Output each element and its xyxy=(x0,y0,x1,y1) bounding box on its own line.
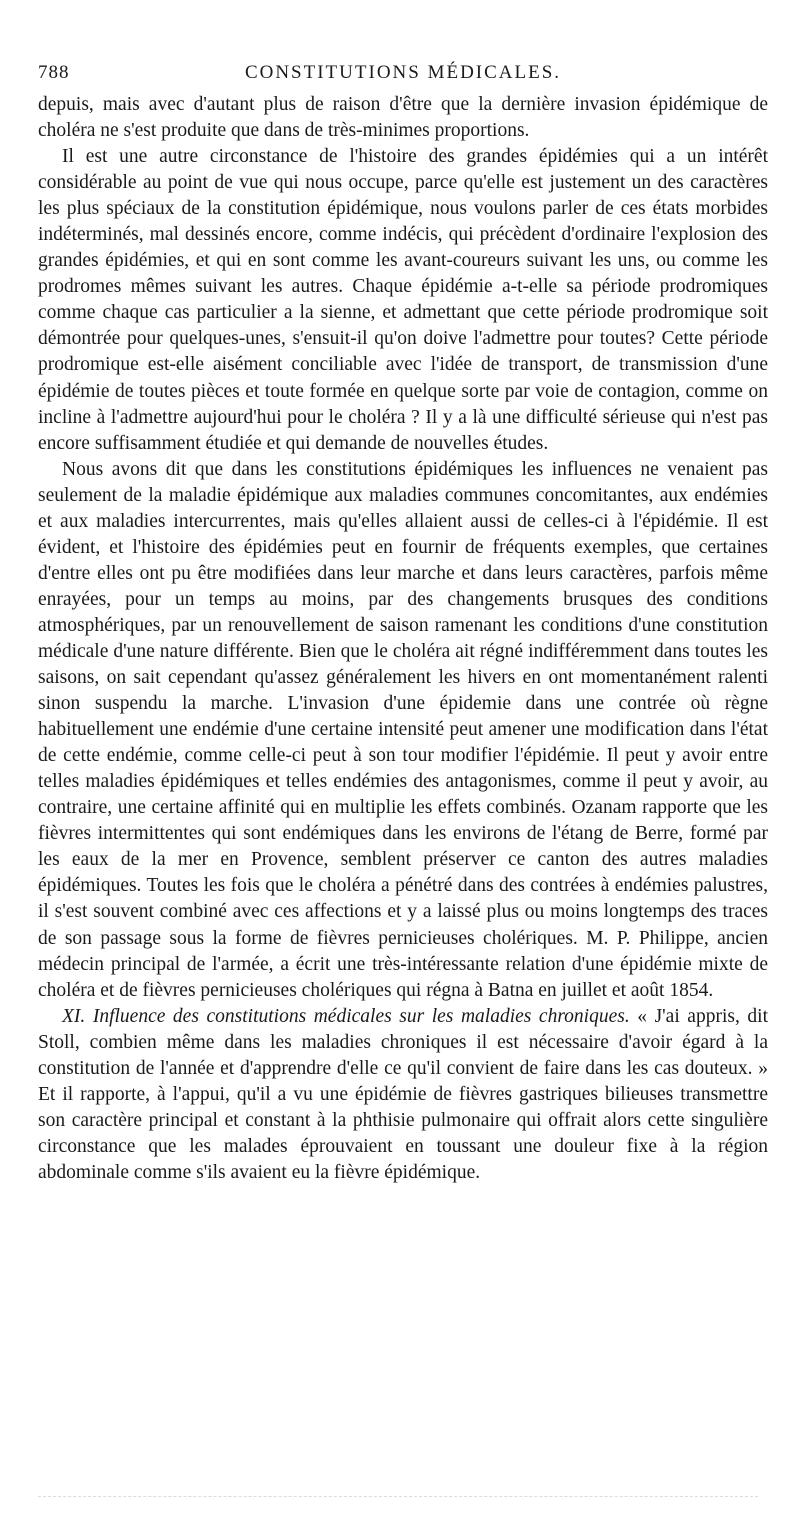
paragraph-continuation: depuis, mais avec d'autant plus de raison d'être que la dernière invasion épidémique de choléra ne s'est produite que dans de très-minimes proportions. xyxy=(38,94,768,142)
paragraph-influences: Nous avons dit que dans les constitutions épidémiques les influences ne venaient pas seulement de la maladie épidémique aux maladies communes concomitantes, aux endémies et aux maladies intercurrentes, mais qu'elles allaient aussi de celles-ci à l'épidémie. Il est évident, et l'histoire des épidémies peut en fournir de fréquents exemples, que certaines d'entre elles ont pu être modifiées dans leur marche et dans leurs caractères, parfois même enrayées, pour un temps au moins, par des changements brusques des conditions atmosphériques, par un renouvellement de saison ramenant les conditions d'une constitution médicale d'une nature différente. Bien que le choléra ait régné indifféremment dans toutes les saisons, on sait cependant qu'assez généralement les hivers en ont momentanément ralenti sinon suspendu la marche. L'invasion d'une épidemie dans une contrée où règne habituellement une endémie d'une certaine intensité peut amener une modification dans l'état de cette endémie, comme celle-ci peut à son tour modifier l'épidémie. Il peut y avoir entre telles maladies épidémiques et telles endémies des antagonismes, comme il peut y avoir, au contraire, une certaine affinité qui en multiplie les effets combinés. Ozanam rapporte que les fièvres intermittentes qui sont endémiques dans les environs de l'étang de Berre, formé par les eaux de la mer en Provence, semblent préserver ce canton des autres maladies épidémiques. Toutes les fois que le choléra a pénétré dans des contrées à endémies palustres, il s'est souvent combiné avec ces affections et y a laissé plus ou moins longtemps des traces de son passage sous la forme de fièvres pernicieuses cholériques. M. P. Philippe, ancien médecin principal de l'armée, a écrit une très-intéressante relation d'une épidémie mixte de choléra et de fièvres pernicieuses cholériques qui régna à Batna en juillet et août 1854. xyxy=(38,458,768,1001)
section-xi-text: « J'ai appris, dit Stoll, combien même dans les maladies chroniques il est nécessaire d'avoir égard à la constitution de l'année et d'apprendre d'elle ce qu'il convient de faire dans les cas douteux. » Et il rapporte, à l'appui, qu'il a vu une épidémie de fièvres gastriques bilieuses transmettre son caractère principal et constant à la phthisie pulmonaire qui offrait alors cette singulière circonstance que les malades éprouvaient en toussant une douleur fixe à la région abdominale comme s'ils avaient eu la fièvre épidémique. xyxy=(38,1005,768,1183)
running-title: CONSTITUTIONS MÉDICALES. xyxy=(244,62,562,83)
running-head xyxy=(38,58,768,92)
section-heading: XI. Influence des constitutions médicales sur les maladies chroniques. xyxy=(62,1005,630,1027)
page-number: 788 xyxy=(38,62,70,83)
paragraph-section-xi xyxy=(38,1004,768,1186)
footer-rule xyxy=(38,1496,758,1497)
book-page xyxy=(38,58,768,1186)
body-text xyxy=(38,92,768,1186)
paragraph-prodromes: Il est une autre circonstance de l'histoire des grandes épidémies qui a un intérêt considérable au point de vue qui nous occupe, parce qu'elle est justement un des caractères les plus spéciaux de la constitution épidémique, nous voulons parler de ces états morbides indéterminés, mal dessinés encore, comme indécis, qui précèdent d'ordinaire l'explosion des grandes épidémies, et qui en sont comme les avant-coureurs suivant les uns, ou comme les prodromes mêmes suivant les autres. Chaque épidémie a-t-elle sa période prodromiques comme chaque cas particulier a la sienne, et admettant que cette période prodromique soit démontrée pour quelques-unes, s'ensuit-il qu'on doive l'admettre pour toutes? Cette période prodromique est-elle aisément conciliable avec l'idée de transport, de transmission d'une épidémie de toutes pièces et toute formée en quelque sorte par voie de contagion, comme on incline à l'admettre aujourd'hui pour le choléra ? Il y a là une difficulté sérieuse qui n'est pas encore suffisamment étudiée et qui demande de nouvelles études. xyxy=(38,146,768,454)
